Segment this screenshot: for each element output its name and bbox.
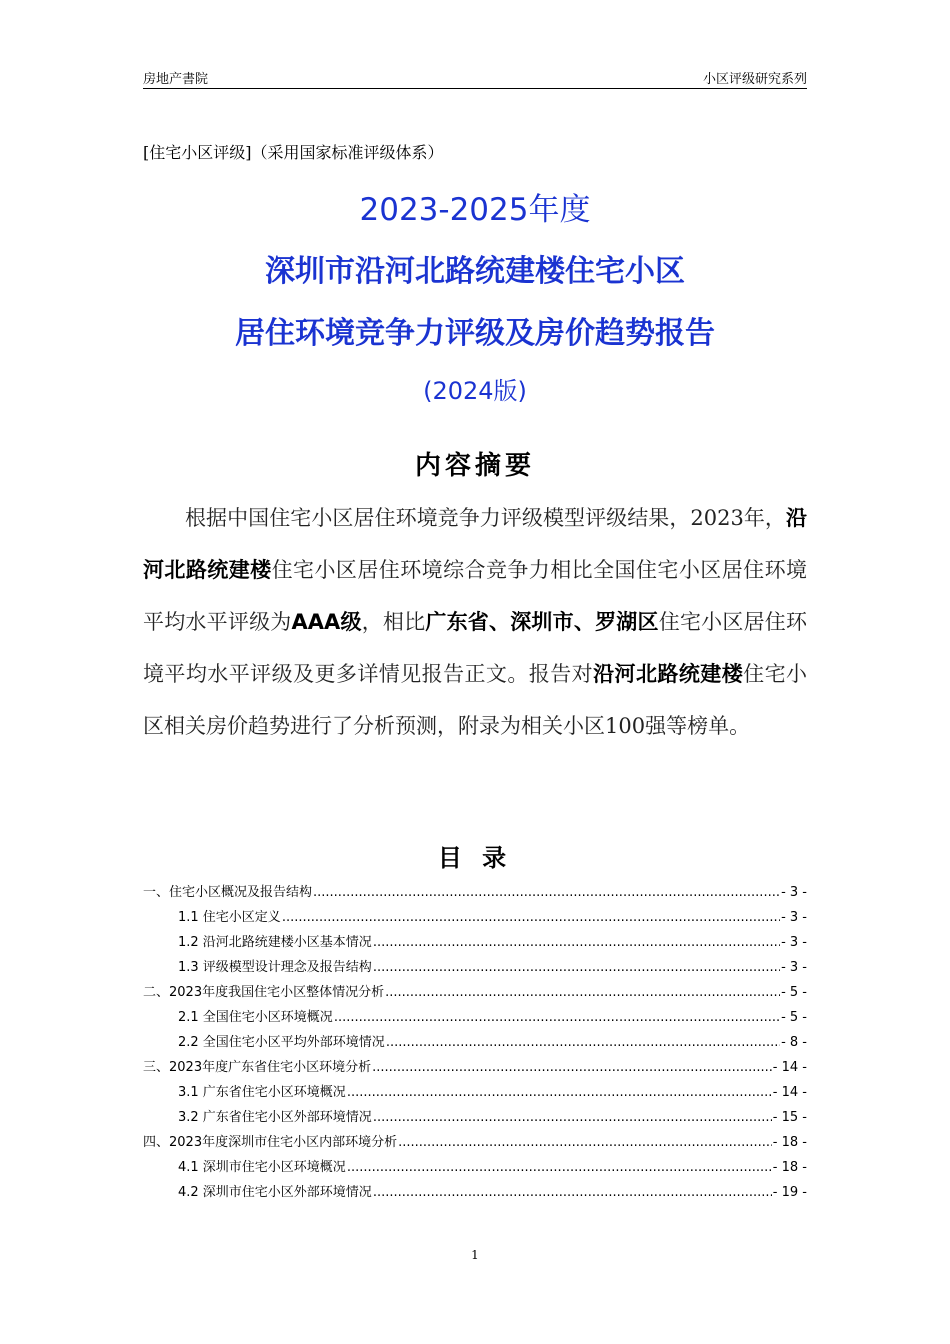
- toc-entry-page: - 8 -: [781, 1035, 807, 1050]
- toc-leader-dots: [386, 1035, 780, 1050]
- title-edition: (2024版): [423, 377, 527, 405]
- toc-entry[interactable]: [143, 931, 807, 956]
- toc-entry-page: - 18 -: [772, 1135, 807, 1150]
- toc-entry-title: 2.1 全国住宅小区环境概况: [178, 1010, 333, 1025]
- toc-entry-page: - 18 -: [772, 1160, 807, 1175]
- toc-entry-title: 三、2023年度广东省住宅小区环境分析: [143, 1060, 372, 1075]
- toc-entry-title: 2.2 全国住宅小区平均外部环境情况: [178, 1035, 385, 1050]
- page-header: [143, 66, 807, 89]
- toc-entry[interactable]: [143, 1131, 807, 1156]
- toc-entry-title: 1.1 住宅小区定义: [178, 910, 281, 925]
- toc-entry[interactable]: [143, 881, 807, 906]
- header-right: 小区评级研究系列: [702, 72, 807, 87]
- toc-leader-dots: [347, 1085, 772, 1100]
- toc-entry[interactable]: [143, 956, 807, 981]
- abstract-bold: 广东省、深圳市、罗湖区: [425, 610, 659, 634]
- toc-entry-page: - 5 -: [781, 1010, 807, 1025]
- toc-leader-dots: [373, 960, 780, 975]
- toc-leader-dots: [282, 910, 780, 925]
- toc-entry[interactable]: [143, 1031, 807, 1056]
- toc-entry-page: - 3 -: [781, 960, 807, 975]
- table-of-contents: [143, 881, 807, 1206]
- abstract-bold: 沿河北路统建楼: [593, 662, 744, 686]
- toc-entry-page: - 3 -: [781, 935, 807, 950]
- toc-leader-dots: [398, 1135, 772, 1150]
- toc-entry[interactable]: [143, 1006, 807, 1031]
- toc-entry[interactable]: [143, 1056, 807, 1081]
- toc-leader-dots: [373, 1110, 772, 1125]
- abstract-body: [143, 492, 807, 752]
- title-report: 居住环境竞争力评级及房价趋势报告: [235, 316, 715, 351]
- toc-leader-dots: [385, 985, 780, 1000]
- header-left: 房地产書院: [143, 72, 209, 87]
- page-number: 1: [471, 1248, 479, 1262]
- toc-leader-dots: [347, 1160, 772, 1175]
- toc-entry[interactable]: [143, 981, 807, 1006]
- toc-leader-dots: [372, 1060, 772, 1075]
- toc-entry-title: 3.1 广东省住宅小区环境概况: [178, 1085, 346, 1100]
- toc-entry-page: - 15 -: [772, 1110, 807, 1125]
- abstract-text: 住宅小区相关房价趋势进行了分析预测，附录为相关小区100强等榜单。: [143, 662, 808, 738]
- toc-heading: 目 录: [437, 844, 513, 872]
- abstract-heading: 内容摘要: [414, 451, 535, 481]
- toc-entry[interactable]: [143, 1081, 807, 1106]
- abstract-text: 住宅小区居住环境平均水平评级及更多详情见报告正文。报告对: [143, 610, 808, 686]
- toc-entry-title: 3.2 广东省住宅小区外部环境情况: [178, 1110, 372, 1125]
- toc-leader-dots: [373, 1185, 772, 1200]
- toc-entry-page: - 3 -: [781, 910, 807, 925]
- toc-entry-title: 一、住宅小区概况及报告结构: [143, 885, 313, 900]
- toc-leader-dots: [313, 885, 780, 900]
- toc-entry[interactable]: [143, 1156, 807, 1181]
- toc-entry-page: - 14 -: [772, 1085, 807, 1100]
- title-subject: 深圳市沿河北路统建楼住宅小区: [265, 254, 685, 289]
- abstract-paragraph: [143, 492, 807, 752]
- abstract-text: ，相比: [361, 610, 426, 634]
- toc-entry-title: 4.1 深圳市住宅小区环境概况: [178, 1160, 346, 1175]
- abstract-text: 住宅小区居住环境综合竞争力相比全国住宅小区居住环境平均水平评级为: [143, 558, 808, 634]
- toc-entry-title: 四、2023年度深圳市住宅小区内部环境分析: [143, 1135, 398, 1150]
- toc-entry-title: 1.3 评级模型设计理念及报告结构: [178, 960, 372, 975]
- toc-entry-title: 4.2 深圳市住宅小区外部环境情况: [178, 1185, 372, 1200]
- report-category: [住宅小区评级]（采用国家标准评级体系）: [143, 143, 444, 162]
- toc-entry-title: 1.2 沿河北路统建楼小区基本情况: [178, 935, 372, 950]
- toc-entry[interactable]: [143, 1181, 807, 1206]
- toc-entry[interactable]: [143, 1106, 807, 1131]
- toc-entry[interactable]: [143, 906, 807, 931]
- abstract-bold: 沿河北路统建楼: [143, 506, 807, 582]
- abstract-bold: AAA级: [291, 610, 362, 634]
- toc-entry-page: - 5 -: [781, 985, 807, 1000]
- toc-entry-title: 二、2023年度我国住宅小区整体情况分析: [143, 985, 385, 1000]
- toc-leader-dots: [334, 1010, 780, 1025]
- toc-leader-dots: [373, 935, 780, 950]
- toc-entry-page: - 19 -: [772, 1185, 807, 1200]
- toc-entry-page: - 14 -: [772, 1060, 807, 1075]
- abstract-text: 根据中国住宅小区居住环境竞争力评级模型评级结果，2023年，: [185, 506, 786, 530]
- title-year: 2023-2025年度: [359, 192, 591, 228]
- toc-entry-page: - 3 -: [781, 885, 807, 900]
